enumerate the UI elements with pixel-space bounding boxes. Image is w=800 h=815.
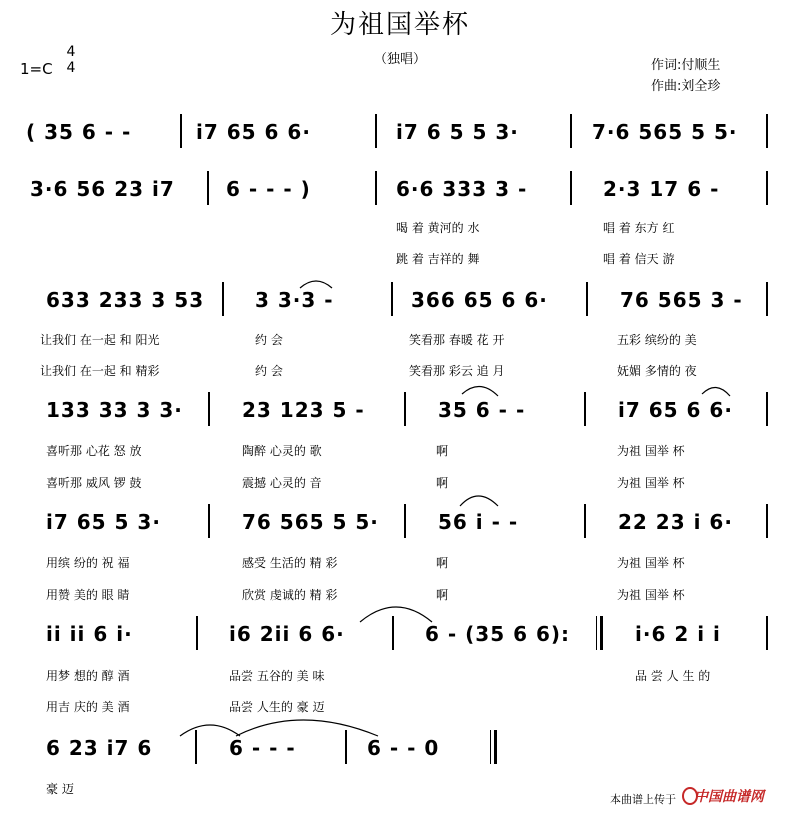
- lyric-2-b-1: 约 会: [255, 364, 283, 378]
- measure-3-2: 35 6 - -: [438, 398, 526, 422]
- measure-5-3: i·6 2 i i: [635, 622, 721, 646]
- lyric-4-b-2: 啊: [436, 588, 449, 602]
- lyric-3-b-1: 震撼 心灵的 音: [242, 476, 322, 490]
- measure-6-2: 6 - - 0: [367, 736, 440, 760]
- slur: [462, 386, 498, 396]
- slur: [300, 281, 332, 288]
- measure-1-2: 6·6 333 3 -: [396, 177, 528, 201]
- slur: [460, 496, 498, 506]
- lyric-4-a-2: 啊: [436, 556, 449, 570]
- measure-6-0: 6 23 i7 6: [46, 736, 153, 760]
- lyric-5-a-0: 用梦 想的 醇 酒: [46, 669, 130, 683]
- lyric-2-a-0: 让我们 在一起 和 阳光: [40, 333, 160, 347]
- measure-5-0: ii ii 6 i·: [46, 622, 133, 646]
- upload-note: 本曲谱上传于: [610, 793, 676, 806]
- measure-2-3: 76 565 3 -: [620, 288, 743, 312]
- slur: [180, 725, 240, 736]
- lyric-5-a-1: 品尝 五谷的 美 味: [229, 669, 325, 683]
- lyric-1-b-3: 唱 着 信天 游: [603, 252, 675, 266]
- measure-2-2: 366 65 6 6·: [411, 288, 548, 312]
- measure-0-2: i7 6 5 5 3·: [396, 120, 519, 144]
- lyric-5-a-3: 品 尝 人 生 的: [635, 669, 711, 683]
- slur: [702, 387, 730, 396]
- lyric-3-a-0: 喜听那 心花 怒 放: [46, 444, 142, 458]
- lyric-1-a-2: 喝 着 黄河的 水: [396, 221, 480, 235]
- lyric-4-b-0: 用赞 美的 眼 睛: [46, 588, 130, 602]
- slur: [360, 607, 432, 622]
- lyric-5-b-1: 品尝 人生的 豪 迈: [229, 700, 325, 714]
- lyricist-credit: 作词:付顺生: [651, 58, 721, 73]
- lyric-2-a-2: 笑看那 春暖 花 开: [409, 333, 505, 347]
- lyric-4-b-1: 欣赏 虔诚的 精 彩: [242, 588, 338, 602]
- measure-4-0: i7 65 5 3·: [46, 510, 161, 534]
- measure-0-0: ( 35 6 - -: [26, 120, 132, 144]
- lyric-2-b-0: 让我们 在一起 和 精彩: [40, 364, 160, 378]
- measure-0-3: 7·6 565 5 5·: [592, 120, 738, 144]
- lyric-4-b-3: 为祖 国举 杯: [617, 588, 685, 602]
- lyric-2-a-1: 约 会: [255, 333, 283, 347]
- measure-4-2: 56 i - -: [438, 510, 519, 534]
- lyric-1-b-2: 跳 着 吉祥的 舞: [396, 252, 480, 266]
- page-title: 为祖国举杯: [329, 10, 470, 40]
- lyric-5-b-0: 用吉 庆的 美 酒: [46, 700, 130, 714]
- lyric-3-a-3: 为祖 国举 杯: [617, 444, 685, 458]
- measure-2-0: 633 233 3 53: [46, 288, 205, 312]
- lyric-2-a-3: 五彩 缤纷的 美: [617, 333, 697, 347]
- lyric-6-a-0: 豪 迈: [46, 782, 74, 796]
- measure-5-1: i6 2ii 6 6·: [229, 622, 345, 646]
- lyric-3-b-0: 喜听那 威风 锣 鼓: [46, 476, 142, 490]
- measure-6-1: 6 - - -: [229, 736, 296, 760]
- meter-bottom: 4: [66, 60, 76, 76]
- measure-1-3: 2·3 17 6 -: [603, 177, 720, 201]
- measure-0-1: i7 65 6 6·: [196, 120, 311, 144]
- lyric-1-a-3: 唱 着 东方 红: [603, 221, 675, 235]
- composer-credit: 作曲:刘全珍: [651, 79, 721, 94]
- lyric-2-b-3: 妩媚 多情的 夜: [617, 364, 697, 378]
- lyric-4-a-3: 为祖 国举 杯: [617, 556, 685, 570]
- lyric-3-b-3: 为祖 国举 杯: [617, 476, 685, 490]
- measure-5-2: 6 - (35 6 6):: [425, 622, 571, 646]
- measure-3-3: i7 65 6 6·: [618, 398, 733, 422]
- lyric-3-a-1: 陶醉 心灵的 歌: [242, 444, 322, 458]
- meter-top: 4: [66, 44, 76, 60]
- lyric-2-b-2: 笑看那 彩云 追 月: [409, 364, 505, 378]
- measure-3-0: 133 33 3 3·: [46, 398, 183, 422]
- lyric-4-a-1: 感受 生活的 精 彩: [242, 556, 338, 570]
- measure-4-3: 22 23 i 6·: [618, 510, 733, 534]
- measure-1-0: 3·6 56 23 i7: [30, 177, 175, 201]
- measure-1-1: 6 - - - ): [226, 177, 311, 201]
- measure-4-1: 76 565 5 5·: [242, 510, 379, 534]
- subtitle: （独唱）: [373, 52, 426, 67]
- lyric-3-b-2: 啊: [436, 476, 449, 490]
- lyric-4-a-0: 用缤 纷的 祝 福: [46, 556, 130, 570]
- slur: [236, 720, 378, 736]
- site-logo: 中国曲谱网: [694, 789, 764, 805]
- measure-2-1: 3 3·3 -: [255, 288, 334, 312]
- lyric-3-a-2: 啊: [436, 444, 449, 458]
- measure-3-1: 23 123 5 -: [242, 398, 365, 422]
- key-signature: 1=C: [20, 60, 53, 78]
